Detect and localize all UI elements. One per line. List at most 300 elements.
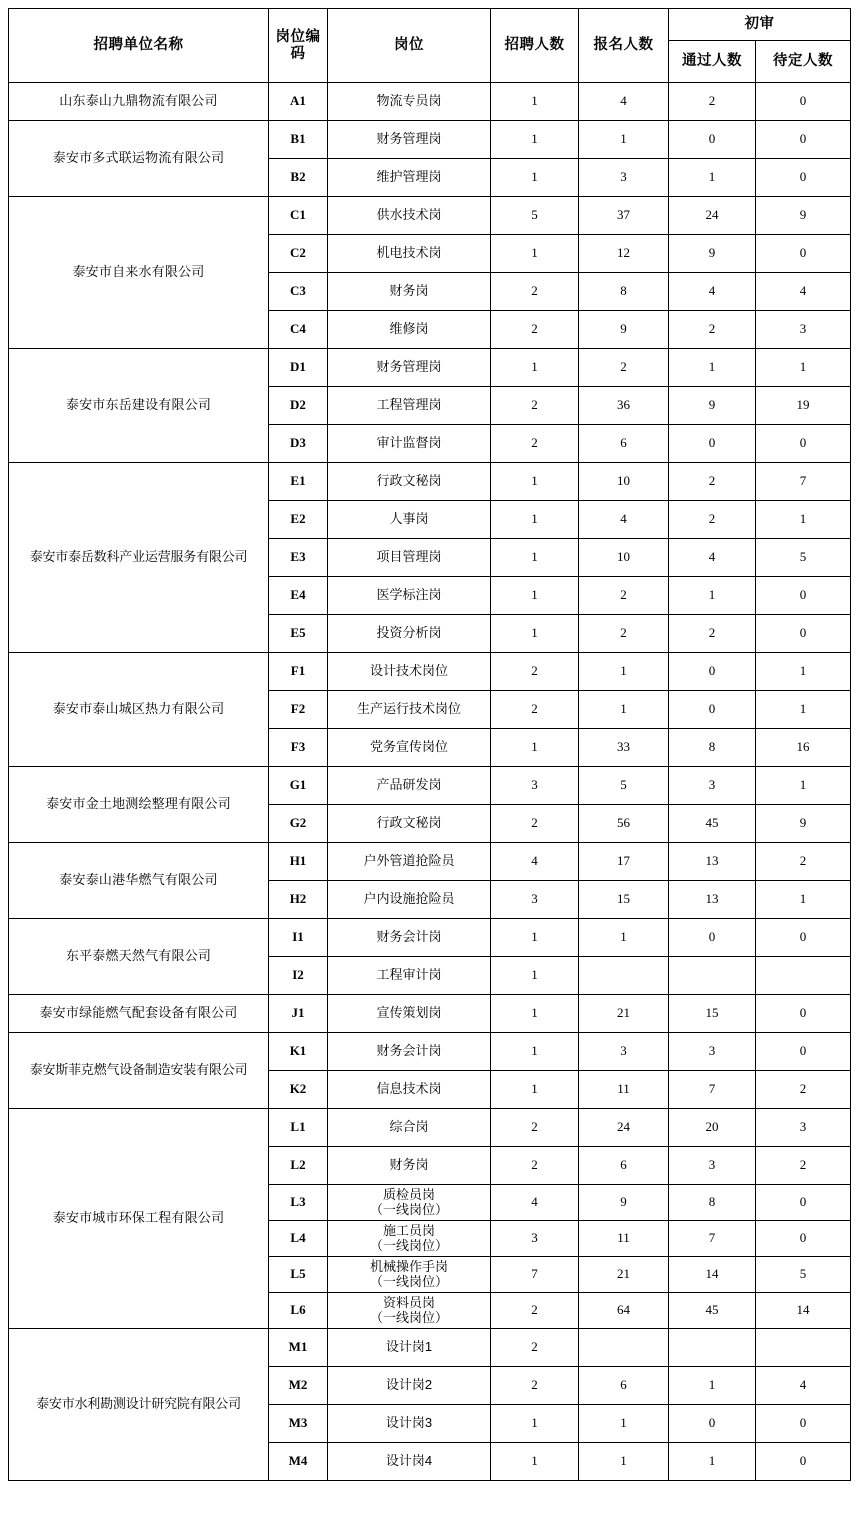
cell-review-pass: 45: [669, 805, 756, 843]
position-title: 人事岗: [389, 511, 429, 527]
cell-position-name: [328, 349, 491, 387]
cell-review-pending: 0: [756, 159, 851, 197]
cell-apply-count: 11: [579, 1071, 669, 1109]
cell-hire-count: 2: [491, 1293, 579, 1329]
cell-position-name: [328, 691, 491, 729]
cell-apply-count: 9: [579, 1185, 669, 1221]
cell-review-pending: 3: [756, 1109, 851, 1147]
cell-position-code: J1: [269, 995, 328, 1033]
cell-hire-count: 4: [491, 843, 579, 881]
cell-position-code: D3: [269, 425, 328, 463]
position-title: 财务岗: [389, 283, 429, 299]
cell-review-pass: 1: [669, 1443, 756, 1481]
table-header: [9, 9, 851, 83]
cell-position-name: [328, 1367, 491, 1405]
cell-position-code: C2: [269, 235, 328, 273]
cell-hire-count: 1: [491, 159, 579, 197]
cell-apply-count: 24: [579, 1109, 669, 1147]
position-title: 综合岗: [389, 1119, 429, 1135]
cell-review-pass: 13: [669, 881, 756, 919]
position-title: 机电技术岗: [376, 245, 442, 261]
position-title: 供水技术岗: [376, 207, 442, 223]
cell-unit-name: 泰安市城市环保工程有限公司: [9, 1109, 269, 1329]
cell-position-code: I2: [269, 957, 328, 995]
cell-position-name: [328, 1071, 491, 1109]
position-title: 工程管理岗: [376, 397, 442, 413]
cell-apply-count: 36: [579, 387, 669, 425]
cell-position-code: E4: [269, 577, 328, 615]
cell-review-pass: 1: [669, 159, 756, 197]
cell-position-name: [328, 767, 491, 805]
cell-position-code: M1: [269, 1329, 328, 1367]
cell-apply-count: 1: [579, 1443, 669, 1481]
cell-position-name: [328, 615, 491, 653]
cell-review-pass: 20: [669, 1109, 756, 1147]
cell-position-name: [328, 235, 491, 273]
cell-position-name: [328, 1109, 491, 1147]
cell-apply-count: 1: [579, 691, 669, 729]
position-title: 财务管理岗: [376, 131, 442, 147]
table-row: [9, 1329, 851, 1367]
cell-apply-count: 6: [579, 1367, 669, 1405]
position-title: 物流专员岗: [376, 93, 442, 109]
cell-unit-name: 泰安市水利勘测设计研究院有限公司: [9, 1329, 269, 1481]
cell-hire-count: 1: [491, 1405, 579, 1443]
position-title: 宣传策划岗: [376, 1005, 442, 1021]
cell-review-pass: 2: [669, 615, 756, 653]
position-title: 设计岗4: [385, 1453, 433, 1469]
position-title: 施工员岗: [382, 1222, 435, 1238]
cell-position-code: A1: [269, 83, 328, 121]
position-title: 行政文秘岗: [376, 815, 442, 831]
cell-hire-count: 1: [491, 539, 579, 577]
cell-review-pass: 0: [669, 121, 756, 159]
table-row: [9, 843, 851, 881]
cell-apply-count: [579, 1329, 669, 1367]
cell-review-pending: 0: [756, 83, 851, 121]
cell-apply-count: 4: [579, 83, 669, 121]
cell-review-pending: 1: [756, 767, 851, 805]
cell-review-pass: [669, 957, 756, 995]
cell-unit-name: 泰安市绿能燃气配套设备有限公司: [9, 995, 269, 1033]
cell-position-code: D2: [269, 387, 328, 425]
cell-position-name: [328, 1221, 491, 1257]
cell-apply-count: 15: [579, 881, 669, 919]
cell-review-pass: 7: [669, 1221, 756, 1257]
cell-review-pending: 9: [756, 805, 851, 843]
cell-hire-count: 7: [491, 1257, 579, 1293]
cell-position-code: B1: [269, 121, 328, 159]
cell-review-pending: 0: [756, 1405, 851, 1443]
cell-review-pass: 3: [669, 767, 756, 805]
column-header-apply-count: 报名人数: [579, 9, 669, 83]
cell-position-code: G2: [269, 805, 328, 843]
recruitment-results-table: [8, 8, 851, 1481]
cell-position-name: [328, 881, 491, 919]
cell-position-code: L6: [269, 1293, 328, 1329]
cell-apply-count: 8: [579, 273, 669, 311]
cell-apply-count: 12: [579, 235, 669, 273]
cell-position-code: C4: [269, 311, 328, 349]
cell-review-pending: [756, 957, 851, 995]
cell-position-name: [328, 83, 491, 121]
cell-position-code: K1: [269, 1033, 328, 1071]
cell-hire-count: 2: [491, 1367, 579, 1405]
cell-position-name: [328, 273, 491, 311]
cell-review-pending: 2: [756, 843, 851, 881]
table-row: [9, 83, 851, 121]
cell-apply-count: 21: [579, 1257, 669, 1293]
table-row: [9, 653, 851, 691]
cell-hire-count: 1: [491, 235, 579, 273]
cell-review-pending: 0: [756, 425, 851, 463]
cell-unit-name: 泰安市东岳建设有限公司: [9, 349, 269, 463]
position-title: 财务岗: [389, 1157, 429, 1173]
column-header-review-group: 初审: [669, 9, 851, 41]
cell-hire-count: 1: [491, 1443, 579, 1481]
position-note: （一线岗位）: [369, 1201, 448, 1217]
cell-review-pass: 8: [669, 1185, 756, 1221]
cell-position-name: [328, 159, 491, 197]
cell-review-pending: 16: [756, 729, 851, 767]
cell-position-name: [328, 387, 491, 425]
cell-position-code: L5: [269, 1257, 328, 1293]
cell-review-pending: 19: [756, 387, 851, 425]
cell-hire-count: 1: [491, 1071, 579, 1109]
cell-apply-count: 1: [579, 1405, 669, 1443]
column-header-unit: 招聘单位名称: [9, 9, 269, 83]
cell-hire-count: 1: [491, 995, 579, 1033]
cell-review-pending: 4: [756, 273, 851, 311]
cell-review-pass: 24: [669, 197, 756, 235]
cell-position-code: M2: [269, 1367, 328, 1405]
cell-hire-count: 1: [491, 501, 579, 539]
position-title: 财务会计岗: [376, 929, 442, 945]
position-title: 产品研发岗: [376, 777, 442, 793]
cell-hire-count: 2: [491, 653, 579, 691]
cell-review-pending: 0: [756, 1185, 851, 1221]
cell-review-pass: 2: [669, 311, 756, 349]
cell-position-code: L3: [269, 1185, 328, 1221]
cell-review-pending: 2: [756, 1147, 851, 1185]
cell-hire-count: 2: [491, 805, 579, 843]
cell-position-code: L4: [269, 1221, 328, 1257]
cell-hire-count: 1: [491, 729, 579, 767]
position-title: 户内设施抢险员: [363, 891, 455, 907]
position-title: 维修岗: [389, 321, 429, 337]
position-title: 财务管理岗: [376, 359, 442, 375]
table-row: [9, 197, 851, 235]
cell-position-name: [328, 1329, 491, 1367]
cell-position-name: [328, 1257, 491, 1293]
cell-position-name: [328, 425, 491, 463]
cell-review-pending: 4: [756, 1367, 851, 1405]
cell-review-pass: [669, 1329, 756, 1367]
cell-review-pass: 1: [669, 349, 756, 387]
cell-position-name: [328, 577, 491, 615]
cell-unit-name: 泰安市泰岳数科产业运营服务有限公司: [9, 463, 269, 653]
cell-hire-count: 1: [491, 957, 579, 995]
cell-position-name: [328, 957, 491, 995]
position-title: 设计岗3: [385, 1415, 433, 1431]
position-title: 财务会计岗: [376, 1043, 442, 1059]
column-header-review-pending: 待定人数: [756, 41, 851, 83]
cell-unit-name: 泰安市金土地测绘整理有限公司: [9, 767, 269, 843]
cell-apply-count: 1: [579, 919, 669, 957]
cell-apply-count: 6: [579, 1147, 669, 1185]
column-header-position: 岗位: [328, 9, 491, 83]
cell-unit-name: 泰安斯菲克燃气设备制造安装有限公司: [9, 1033, 269, 1109]
cell-review-pass: 8: [669, 729, 756, 767]
cell-review-pending: 0: [756, 1443, 851, 1481]
cell-unit-name: 山东泰山九鼎物流有限公司: [9, 83, 269, 121]
cell-apply-count: 1: [579, 121, 669, 159]
cell-unit-name: 泰安市多式联运物流有限公司: [9, 121, 269, 197]
cell-review-pending: 0: [756, 615, 851, 653]
position-note: （一线岗位）: [369, 1237, 448, 1253]
cell-review-pass: 45: [669, 1293, 756, 1329]
cell-review-pending: 7: [756, 463, 851, 501]
cell-position-name: [328, 729, 491, 767]
cell-review-pass: 15: [669, 995, 756, 1033]
cell-review-pending: 1: [756, 653, 851, 691]
cell-review-pending: 0: [756, 121, 851, 159]
cell-position-name: [328, 995, 491, 1033]
position-title: 项目管理岗: [376, 549, 442, 565]
table-row: [9, 919, 851, 957]
cell-review-pending: 0: [756, 1221, 851, 1257]
cell-apply-count: 37: [579, 197, 669, 235]
cell-position-code: B2: [269, 159, 328, 197]
cell-review-pass: 7: [669, 1071, 756, 1109]
position-title: 生产运行技术岗位: [356, 701, 461, 717]
cell-hire-count: 2: [491, 691, 579, 729]
cell-hire-count: 2: [491, 387, 579, 425]
cell-hire-count: 3: [491, 881, 579, 919]
cell-hire-count: 2: [491, 311, 579, 349]
cell-review-pass: 0: [669, 691, 756, 729]
cell-hire-count: 5: [491, 197, 579, 235]
cell-position-name: [328, 843, 491, 881]
table-row: [9, 1109, 851, 1147]
cell-position-code: E2: [269, 501, 328, 539]
cell-apply-count: 9: [579, 311, 669, 349]
cell-unit-name: 泰安市泰山城区热力有限公司: [9, 653, 269, 767]
position-note: （一线岗位）: [369, 1309, 448, 1325]
cell-unit-name: 东平泰燃天然气有限公司: [9, 919, 269, 995]
cell-review-pass: 0: [669, 919, 756, 957]
cell-apply-count: 5: [579, 767, 669, 805]
cell-review-pending: 3: [756, 311, 851, 349]
cell-position-name: [328, 1147, 491, 1185]
cell-position-name: [328, 805, 491, 843]
cell-position-code: L2: [269, 1147, 328, 1185]
position-title: 行政文秘岗: [376, 473, 442, 489]
cell-position-name: [328, 1033, 491, 1071]
position-title: 信息技术岗: [376, 1081, 442, 1097]
position-title: 机械操作手岗: [369, 1258, 448, 1274]
cell-position-name: [328, 1405, 491, 1443]
cell-review-pass: 0: [669, 1405, 756, 1443]
position-title: 设计岗2: [385, 1377, 433, 1393]
table-row: [9, 767, 851, 805]
cell-unit-name: 泰安泰山港华燃气有限公司: [9, 843, 269, 919]
cell-apply-count: 33: [579, 729, 669, 767]
cell-review-pass: 9: [669, 387, 756, 425]
column-header-review-pass: 通过人数: [669, 41, 756, 83]
cell-review-pending: 1: [756, 501, 851, 539]
cell-position-name: [328, 1293, 491, 1329]
cell-review-pending: 0: [756, 1033, 851, 1071]
cell-position-code: E5: [269, 615, 328, 653]
cell-review-pending: 5: [756, 539, 851, 577]
cell-position-name: [328, 1185, 491, 1221]
position-note: （一线岗位）: [369, 1273, 448, 1289]
cell-review-pending: 1: [756, 691, 851, 729]
cell-hire-count: 1: [491, 919, 579, 957]
cell-position-name: [328, 463, 491, 501]
table-row: [9, 1033, 851, 1071]
cell-position-name: [328, 1443, 491, 1481]
cell-position-code: D1: [269, 349, 328, 387]
cell-apply-count: [579, 957, 669, 995]
cell-position-code: E3: [269, 539, 328, 577]
cell-hire-count: 3: [491, 767, 579, 805]
cell-review-pass: 13: [669, 843, 756, 881]
cell-review-pending: 0: [756, 919, 851, 957]
cell-hire-count: 1: [491, 1033, 579, 1071]
cell-position-code: L1: [269, 1109, 328, 1147]
cell-review-pending: 2: [756, 1071, 851, 1109]
table-row: [9, 995, 851, 1033]
position-title: 设计技术岗位: [369, 663, 448, 679]
cell-position-name: [328, 653, 491, 691]
cell-apply-count: 3: [579, 159, 669, 197]
position-title: 质检员岗: [382, 1186, 435, 1202]
cell-position-code: G1: [269, 767, 328, 805]
cell-apply-count: 3: [579, 1033, 669, 1071]
cell-review-pending: 9: [756, 197, 851, 235]
table-row: [9, 349, 851, 387]
cell-apply-count: 4: [579, 501, 669, 539]
cell-review-pass: 14: [669, 1257, 756, 1293]
cell-position-code: F1: [269, 653, 328, 691]
cell-review-pending: [756, 1329, 851, 1367]
cell-position-code: H2: [269, 881, 328, 919]
cell-position-code: E1: [269, 463, 328, 501]
table-body: [9, 83, 851, 1481]
cell-hire-count: 1: [491, 615, 579, 653]
cell-apply-count: 64: [579, 1293, 669, 1329]
cell-apply-count: 10: [579, 539, 669, 577]
position-title: 维护管理岗: [376, 169, 442, 185]
cell-position-code: M3: [269, 1405, 328, 1443]
header-row-primary: [9, 9, 851, 41]
cell-hire-count: 1: [491, 349, 579, 387]
cell-review-pass: 3: [669, 1033, 756, 1071]
cell-position-name: [328, 197, 491, 235]
cell-hire-count: 1: [491, 463, 579, 501]
cell-hire-count: 2: [491, 273, 579, 311]
cell-hire-count: 1: [491, 121, 579, 159]
cell-review-pending: 5: [756, 1257, 851, 1293]
cell-review-pass: 1: [669, 1367, 756, 1405]
cell-apply-count: 6: [579, 425, 669, 463]
cell-position-code: I1: [269, 919, 328, 957]
position-title: 审计监督岗: [376, 435, 442, 451]
column-header-code: 岗位编码: [269, 9, 328, 83]
cell-position-code: H1: [269, 843, 328, 881]
cell-review-pending: 1: [756, 881, 851, 919]
cell-position-code: C3: [269, 273, 328, 311]
cell-hire-count: 2: [491, 1109, 579, 1147]
cell-review-pending: 1: [756, 349, 851, 387]
cell-apply-count: 17: [579, 843, 669, 881]
column-header-hire-count: 招聘人数: [491, 9, 579, 83]
cell-review-pass: 2: [669, 83, 756, 121]
position-title: 设计岗1: [385, 1339, 433, 1355]
cell-review-pass: 3: [669, 1147, 756, 1185]
cell-hire-count: 2: [491, 1329, 579, 1367]
cell-hire-count: 4: [491, 1185, 579, 1221]
cell-apply-count: 2: [579, 577, 669, 615]
cell-position-code: F3: [269, 729, 328, 767]
cell-review-pending: 0: [756, 577, 851, 615]
cell-review-pending: 0: [756, 235, 851, 273]
cell-position-name: [328, 919, 491, 957]
cell-hire-count: 1: [491, 83, 579, 121]
cell-review-pass: 4: [669, 273, 756, 311]
cell-review-pass: 9: [669, 235, 756, 273]
cell-apply-count: 1: [579, 653, 669, 691]
cell-position-name: [328, 311, 491, 349]
cell-hire-count: 1: [491, 577, 579, 615]
cell-hire-count: 2: [491, 1147, 579, 1185]
cell-review-pending: 0: [756, 995, 851, 1033]
cell-review-pass: 0: [669, 653, 756, 691]
cell-hire-count: 3: [491, 1221, 579, 1257]
cell-position-name: [328, 121, 491, 159]
cell-hire-count: 2: [491, 425, 579, 463]
position-title: 资料员岗: [382, 1294, 435, 1310]
cell-position-name: [328, 539, 491, 577]
cell-position-code: K2: [269, 1071, 328, 1109]
position-title: 投资分析岗: [376, 625, 442, 641]
table-row: [9, 463, 851, 501]
position-title: 工程审计岗: [376, 967, 442, 983]
cell-apply-count: 56: [579, 805, 669, 843]
cell-unit-name: 泰安市自来水有限公司: [9, 197, 269, 349]
cell-review-pass: 2: [669, 463, 756, 501]
position-title: 医学标注岗: [376, 587, 442, 603]
cell-position-code: C1: [269, 197, 328, 235]
cell-review-pass: 2: [669, 501, 756, 539]
cell-apply-count: 10: [579, 463, 669, 501]
cell-review-pending: 14: [756, 1293, 851, 1329]
cell-position-code: M4: [269, 1443, 328, 1481]
position-title: 党务宣传岗位: [369, 739, 448, 755]
cell-apply-count: 2: [579, 615, 669, 653]
position-title: 户外管道抢险员: [363, 853, 455, 869]
cell-review-pass: 1: [669, 577, 756, 615]
cell-review-pass: 4: [669, 539, 756, 577]
cell-position-code: F2: [269, 691, 328, 729]
cell-apply-count: 11: [579, 1221, 669, 1257]
cell-apply-count: 2: [579, 349, 669, 387]
table-row: [9, 121, 851, 159]
cell-apply-count: 21: [579, 995, 669, 1033]
cell-review-pass: 0: [669, 425, 756, 463]
